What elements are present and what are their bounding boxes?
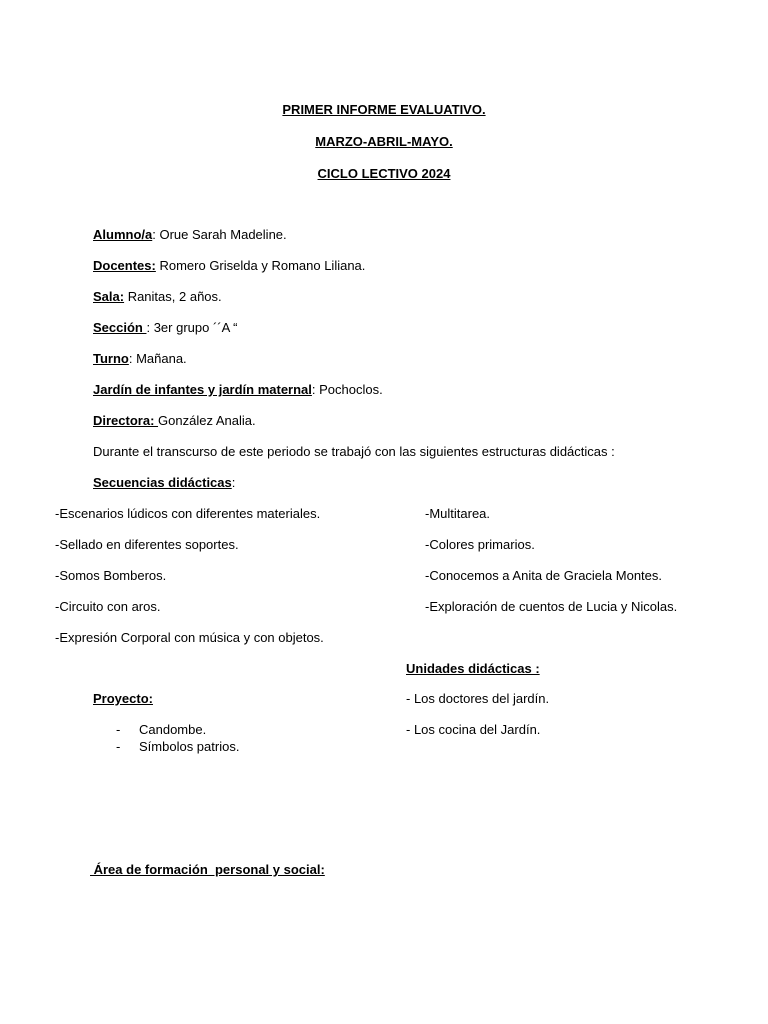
secuencia-item: -Exploración de cuentos de Lucia y Nicolas.	[425, 599, 678, 614]
secuencias-suffix: :	[231, 475, 236, 490]
info-docentes-value: Romero Griselda y Romano Liliana.	[155, 258, 366, 273]
info-alumno	[93, 227, 287, 243]
proyecto-item	[116, 722, 206, 738]
secuencia-item: -Escenarios lúdicos con diferentes materiales.	[55, 506, 321, 521]
info-directora	[93, 413, 256, 429]
info-turno-label: Turno	[93, 351, 129, 366]
info-sala-value: Ranitas, 2 años.	[124, 289, 222, 304]
info-turno	[93, 351, 187, 367]
secuencia-item: -Conocemos a Anita de Graciela Montes.	[425, 568, 663, 583]
info-jardin	[93, 382, 383, 398]
info-seccion-label: Sección	[93, 320, 147, 335]
info-docentes	[93, 258, 365, 274]
info-directora-label: Directora:	[93, 413, 159, 428]
info-docentes-label: Docentes:	[93, 258, 156, 273]
proyecto-heading: Proyecto:	[93, 691, 153, 706]
info-sala	[93, 289, 222, 305]
secuencia-item: -Somos Bomberos.	[55, 568, 167, 583]
secuencia-item: -Expresión Corporal con música y con objetos.	[55, 630, 324, 645]
proyecto-item-text: Candombe.	[139, 722, 207, 737]
report-cycle: CICLO LECTIVO 2024	[317, 166, 451, 181]
info-alumno-value: : Orue Sarah Madeline.	[152, 227, 287, 242]
secuencia-item: -Multitarea.	[425, 506, 491, 521]
report-period: MARZO-ABRIL-MAYO.	[315, 134, 453, 149]
unidad-item: - Los cocina del Jardín.	[406, 722, 541, 737]
proyecto-item	[116, 739, 239, 755]
info-alumno-label: Alumno/a	[93, 227, 153, 242]
info-sala-label: Sala:	[93, 289, 125, 304]
info-seccion	[93, 320, 238, 336]
secuencia-item: -Circuito con aros.	[55, 599, 161, 614]
unidad-item: - Los doctores del jardín.	[406, 691, 550, 706]
secuencias-heading	[93, 475, 235, 491]
proyecto-dash: -	[116, 722, 121, 737]
secuencia-item: -Sellado en diferentes soportes.	[55, 537, 239, 552]
secuencia-item: -Colores primarios.	[425, 537, 535, 552]
area-heading: Área de formación personal y social:	[90, 862, 325, 877]
proyecto-dash: -	[116, 739, 121, 754]
secuencias-label: Secuencias didácticas	[93, 475, 232, 490]
info-directora-value: González Analia.	[158, 413, 256, 428]
info-seccion-value: : 3er grupo ´´A “	[146, 320, 238, 335]
proyecto-item-text: Símbolos patrios.	[139, 739, 240, 754]
unidades-heading: Unidades didácticas :	[406, 661, 540, 676]
info-jardin-value: : Pochoclos.	[311, 382, 383, 397]
report-title: PRIMER INFORME EVALUATIVO.	[282, 102, 486, 117]
intro-text: Durante el transcurso de este periodo se trabajó con las siguientes estructuras didácticas :	[93, 444, 615, 459]
info-jardin-label: Jardín de infantes y jardín maternal	[93, 382, 312, 397]
info-turno-value: : Mañana.	[128, 351, 187, 366]
